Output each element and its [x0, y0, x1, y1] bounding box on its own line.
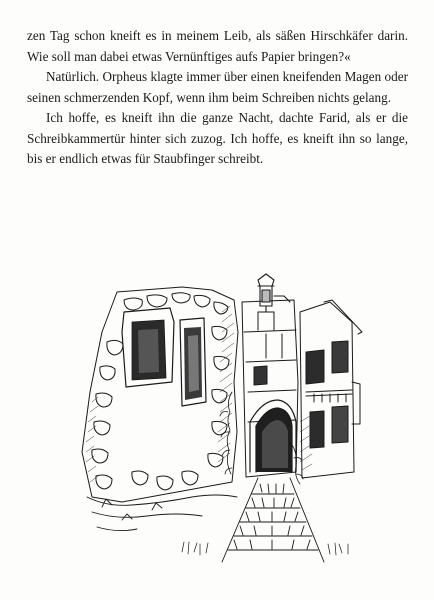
- lantern-icon: [258, 274, 290, 312]
- left-wall-openings: [122, 308, 206, 406]
- archway: [250, 400, 296, 472]
- cobbled-alley: [222, 478, 324, 562]
- paragraph: Natürlich. Orpheus klagte immer über einen kneifenden Magen oder seinen schmerzenden Kopf, wenn ihm beim Schreiben nichts gelang.: [27, 69, 408, 105]
- ink-drawing: [62, 272, 367, 572]
- paragraph-continued: zen Tag schon kneift es in meinem Leib, als säßen Hirschkäfer darin. Wie soll man dabei etwas Vernünftiges aufs Papier bringen?«: [27, 28, 408, 64]
- left-stone-wall: [82, 287, 238, 502]
- paragraph: Ich hoffe, es kneift ihn die ganze Nacht, dachte Farid, als er die Schreibkammertür hinter sich zuzog. Ich hoffe, es kneift ihn so lange, bis er endlich etwas für Staubfinger schreibt.: [27, 110, 408, 166]
- alley-illustration: [62, 272, 367, 572]
- body-text: [27, 26, 408, 170]
- right-buildings: [300, 300, 362, 478]
- foreground-grass: [182, 542, 348, 555]
